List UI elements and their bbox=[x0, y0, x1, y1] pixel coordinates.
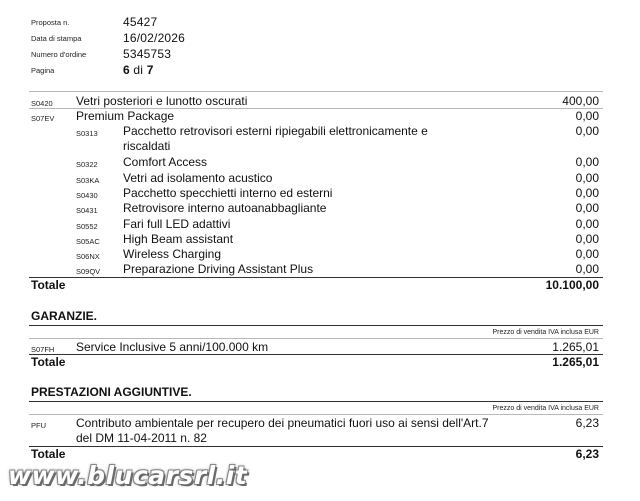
option-description: Comfort Access bbox=[123, 155, 208, 169]
option-amount: 0,00 bbox=[575, 171, 599, 185]
separator bbox=[29, 338, 603, 339]
options-total-row bbox=[31, 278, 599, 292]
warranties-total-row bbox=[31, 355, 599, 369]
option-description: Vetri posteriori e lunotto oscurati bbox=[76, 94, 248, 108]
price-header: Prezzo di vendita IVA inclusa EUR bbox=[492, 405, 599, 412]
option-description: Wireless Charging bbox=[123, 247, 222, 261]
extras-title: PRESTAZIONI AGGIUNTIVE. bbox=[31, 385, 192, 399]
option-code: S0552 bbox=[76, 222, 98, 231]
option-code: S0313 bbox=[76, 129, 98, 138]
option-amount: 0,00 bbox=[575, 217, 599, 231]
print-date-row bbox=[31, 30, 185, 46]
option-code: S0420 bbox=[31, 99, 53, 108]
option-amount: 0,00 bbox=[575, 232, 599, 246]
option-description: Preparazione Driving Assistant Plus bbox=[123, 262, 314, 276]
order-row bbox=[31, 46, 185, 62]
watermark: www.blucarsrl.it bbox=[8, 461, 248, 490]
total-label: Totale bbox=[31, 355, 66, 369]
option-amount: 0,00 bbox=[575, 109, 599, 123]
option-amount: 400,00 bbox=[562, 94, 599, 108]
extra-description-line2: del DM 11-04-2011 n. 82 bbox=[76, 431, 207, 445]
option-code: S03KA bbox=[76, 176, 100, 185]
total-amount: 1.265,01 bbox=[552, 355, 599, 369]
page-sep: di bbox=[133, 63, 144, 77]
separator bbox=[29, 325, 603, 326]
option-amount: 0,00 bbox=[575, 262, 599, 276]
option-amount: 0,00 bbox=[575, 247, 599, 261]
price-header: Prezzo di vendita IVA inclusa EUR bbox=[492, 329, 599, 336]
separator bbox=[29, 414, 603, 415]
order-value: 5345753 bbox=[123, 47, 172, 61]
option-code: S0431 bbox=[76, 206, 98, 215]
warranty-amount: 1.265,01 bbox=[552, 340, 599, 354]
option-amount: 0,00 bbox=[575, 186, 599, 200]
option-description: High Beam assistant bbox=[123, 232, 234, 246]
option-code: S09QV bbox=[76, 267, 101, 276]
option-amount: 0,00 bbox=[575, 124, 599, 138]
document-meta bbox=[31, 14, 185, 78]
option-code: S0430 bbox=[76, 191, 98, 200]
extra-amount: 6,23 bbox=[575, 416, 599, 430]
option-description: Premium Package bbox=[76, 109, 175, 123]
option-description: Vetri ad isolamento acustico bbox=[123, 171, 273, 185]
option-code: S07EV bbox=[31, 114, 55, 123]
extra-description-line1: Contributo ambientale per recupero dei pneumatici fuori uso ai sensi dell'Art.7 bbox=[76, 416, 489, 430]
print-date-label: Data di stampa bbox=[31, 33, 82, 43]
option-amount: 0,00 bbox=[575, 155, 599, 169]
option-description: Fari full LED adattivi bbox=[123, 217, 231, 231]
total-amount: 10.100,00 bbox=[545, 278, 599, 292]
page-row bbox=[31, 62, 185, 78]
total-label: Totale bbox=[31, 447, 66, 461]
proposal-row bbox=[31, 14, 185, 30]
option-amount: 0,00 bbox=[575, 201, 599, 215]
warranty-description: Service Inclusive 5 anni/100.000 km bbox=[76, 340, 269, 354]
option-description: Retrovisore interno autoanabbagliante bbox=[123, 201, 327, 215]
order-label: Numero d'ordine bbox=[31, 49, 87, 59]
total-amount: 6,23 bbox=[575, 447, 599, 461]
extra-description bbox=[76, 416, 496, 446]
warranties-title: GARANZIE. bbox=[31, 309, 97, 323]
option-code: S05AC bbox=[76, 237, 100, 246]
separator bbox=[29, 91, 603, 92]
extras-total-row bbox=[31, 447, 599, 461]
separator bbox=[29, 401, 603, 402]
option-description: Pacchetto specchietti interno ed esterni bbox=[123, 186, 333, 200]
page-current: 6 bbox=[123, 63, 130, 77]
option-code: S0322 bbox=[76, 160, 98, 169]
print-date-value: 16/02/2026 bbox=[123, 31, 186, 45]
page-label: Pagina bbox=[31, 65, 55, 75]
proposal-label: Proposta n. bbox=[31, 17, 70, 27]
option-description: Pacchetto retrovisori esterni ripiegabili elettronicamente e riscaldati bbox=[123, 124, 428, 153]
total-label: Totale bbox=[31, 278, 66, 292]
option-code: S06NX bbox=[76, 252, 100, 261]
proposal-value: 45427 bbox=[123, 15, 158, 29]
page-value bbox=[123, 63, 154, 77]
warranty-code: S07FH bbox=[31, 345, 55, 354]
extra-code: PFU bbox=[31, 421, 46, 430]
page-total: 7 bbox=[146, 63, 154, 77]
